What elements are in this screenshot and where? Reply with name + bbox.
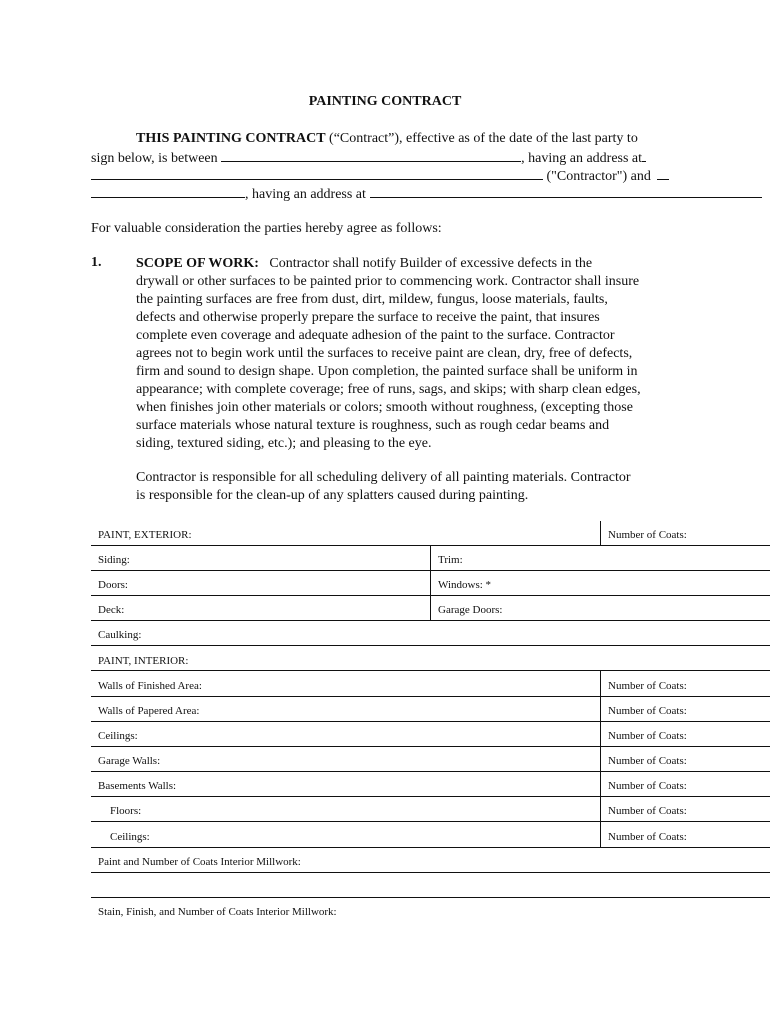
table-rule [91, 645, 770, 646]
scope-line: defects and otherwise properly prepare the surface to receive the paint, that insures [136, 310, 600, 325]
party-name-blank[interactable] [221, 148, 521, 162]
exterior-header: PAINT, EXTERIOR: [98, 529, 192, 541]
scope-line: surface materials whose natural texture is roughness, such as rough cedar beams and [136, 418, 610, 433]
scope-line: siding, textured siding, etc.); and pleasing to the eye. [136, 436, 432, 451]
scope-line: appearance; with complete coverage; free of runs, sags, and skips; with sharp clean edges, [136, 382, 641, 397]
address-blank-3[interactable] [370, 184, 762, 198]
deck-label: Deck: [98, 604, 125, 616]
garage-walls-label: Garage Walls: [98, 755, 161, 767]
consideration-text: For valuable consideration the parties hereby agree as follows: [91, 221, 442, 236]
coats-label: Number of Coats: [608, 780, 687, 792]
scope-line: complete even coverage and adequate adhesion of the paint to the surface. Contractor [136, 328, 615, 343]
garage-doors-label: Garage Doors: [438, 604, 503, 616]
interior-header: PAINT, INTERIOR: [98, 655, 189, 667]
scope-line: Contractor shall notify Builder of excessive defects in the [269, 256, 593, 271]
table-rule [91, 746, 770, 747]
intro-line-2-pre: sign below, is between [91, 151, 222, 166]
scope-of-work-paragraph [136, 255, 696, 453]
table-divider [600, 670, 601, 847]
millwork-stain-label: Stain, Finish, and Number of Coats Interior Millwork: [98, 906, 337, 918]
coats-label: Number of Coats: [608, 529, 687, 541]
basement-ceilings-label: Ceilings: [110, 831, 150, 843]
floors-label: Floors: [110, 805, 142, 817]
scope-line: when finishes join other materials or colors; smooth without roughness, (excepting those [136, 400, 633, 415]
scope-line: the painting surfaces are free from dust, dirt, mildew, fungus, loose materials, faults, [136, 292, 608, 307]
coats-label: Number of Coats: [608, 730, 687, 742]
intro-line-1-rest: (“Contract”), effective as of the date of the last party to [325, 131, 638, 146]
coats-label: Number of Coats: [608, 755, 687, 767]
table-rule [91, 847, 770, 848]
responsibility-line: is responsible for the clean-up of any splatters caused during painting. [136, 488, 529, 503]
section-heading: SCOPE OF WORK: [136, 256, 259, 271]
table-rule [91, 670, 770, 671]
caulking-label: Caulking: [98, 629, 142, 641]
table-rule [91, 821, 770, 822]
scope-line: drywall or other surfaces to be painted prior to commencing work. Contractor shall insure [136, 274, 640, 289]
intro-line-4 [91, 184, 762, 204]
responsibility-paragraph [136, 469, 696, 505]
second-party-blank-start[interactable] [657, 166, 669, 180]
trim-label: Trim: [438, 554, 463, 566]
section-number: 1. [91, 255, 102, 270]
walls-finished-label: Walls of Finished Area: [98, 680, 202, 692]
address-blank-1[interactable] [642, 148, 646, 162]
second-party-blank[interactable] [91, 184, 245, 198]
table-rule [91, 721, 770, 722]
coats-label: Number of Coats: [608, 680, 687, 692]
intro-line-4-post: , having an address at [245, 187, 366, 202]
intro-line-1 [136, 130, 638, 148]
ceilings-label: Ceilings: [98, 730, 138, 742]
intro-line-3 [91, 166, 669, 186]
coats-label: Number of Coats: [608, 705, 687, 717]
table-divider [600, 521, 601, 545]
intro-line-2-post: , having an address at [521, 151, 643, 166]
basement-walls-label: Basements Walls: [98, 780, 177, 792]
walls-papered-label: Walls of Papered Area: [98, 705, 200, 717]
address-blank-2[interactable] [91, 166, 543, 180]
siding-label: Siding: [98, 554, 130, 566]
scope-line: agrees not to begin work until the surfaces to receive paint are clean, dry, free of defects, [136, 346, 633, 361]
doors-label: Doors: [98, 579, 128, 591]
table-rule [91, 696, 770, 697]
windows-label: Windows: * [438, 579, 492, 591]
table-divider [430, 545, 431, 620]
intro-bold: THIS PAINTING CONTRACT [136, 131, 326, 146]
table-rule [91, 796, 770, 797]
page-title: PAINTING CONTRACT [308, 94, 462, 109]
coats-label: Number of Coats: [608, 831, 687, 843]
coats-label: Number of Coats: [608, 805, 687, 817]
table-rule [91, 771, 770, 772]
table-rule [91, 872, 770, 873]
intro-line-3-post: ("Contractor") and [543, 169, 651, 184]
millwork-paint-label: Paint and Number of Coats Interior Millwork: [98, 856, 301, 868]
table-rule [91, 620, 770, 621]
intro-line-2 [91, 148, 646, 168]
responsibility-line: Contractor is responsible for all scheduling delivery of all painting materials. Contractor [136, 470, 631, 485]
scope-line: firm and sound to design shape. Upon completion, the painted surface shall be uniform in [136, 364, 638, 379]
table-rule [91, 897, 770, 898]
